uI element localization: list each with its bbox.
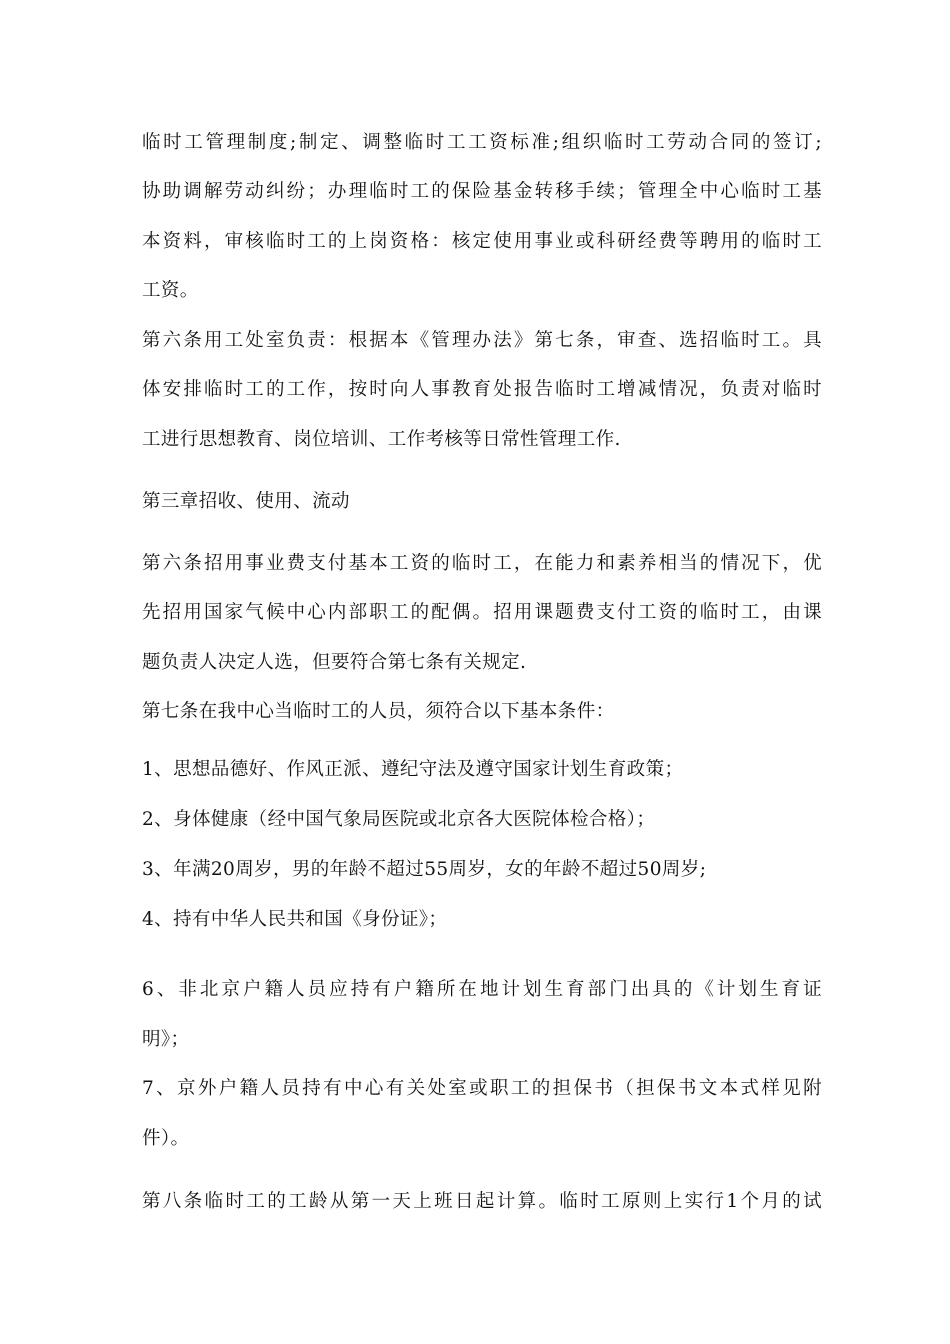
text-line: 工进行思想教育、岗位培训、工作考核等日常性管理工作.: [142, 429, 621, 450]
text-line: 第六条用工处室负责：根据本《管理办法》第七条，审查、选招临时工。具: [142, 330, 822, 351]
text-line: 件）。: [142, 1128, 190, 1149]
text-line: 协助调解劳动纠纷；办理临时工的保险基金转移手续；管理全中心临时工基: [142, 181, 822, 202]
text-line: 第六条招用事业费支付基本工资的临时工，在能力和素养相当的情况下，优: [142, 553, 822, 574]
text-line: 第八条临时工的工龄从第一天上班日起计算。临时工原则上实行1个月的试: [142, 1191, 822, 1212]
list-item: 6、非北京户籍人员应持有户籍所在地计划生育部门出具的《计划生育证: [142, 979, 822, 1000]
text-line: 本资料，审核临时工的上岗资格：核定使用事业或科研经费等聘用的临时工: [142, 231, 822, 252]
list-item: 3、年满20周岁，男的年龄不超过55周岁，女的年龄不超过50周岁;: [142, 859, 707, 880]
chapter-heading: 第三章招收、使用、流动: [142, 491, 350, 512]
text-line: 临时工管理制度;制定、调整临时工工资标准;组织临时工劳动合同的签订;: [142, 132, 822, 153]
text-line: 体安排临时工的工作，按时向人事教育处报告临时工增减情况，负责对临时: [142, 379, 822, 400]
text-line: 先招用国家气候中心内部职工的配偶。招用课题费支付工资的临时工，由课: [142, 602, 822, 623]
text-line: 工资。: [142, 280, 199, 301]
list-item: 1、思想品德好、作风正派、遵纪守法及遵守国家计划生育政策；: [142, 759, 684, 780]
list-item: 4、持有中华人民共和国《身份证》；: [142, 909, 448, 930]
list-item: 2、身体健康（经中国气象局医院或北京各大医院体检合格）；: [142, 809, 656, 830]
text-line: 明》；: [142, 1029, 190, 1050]
text-line: 题负责人决定人选，但要符合第七条有关规定.: [142, 652, 527, 673]
text-line: 第七条在我中心当临时工的人员，须符合以下基本条件：: [142, 701, 615, 722]
list-item: 7、京外户籍人员持有中心有关处室或职工的担保书（担保书文本式样见附: [142, 1078, 822, 1099]
